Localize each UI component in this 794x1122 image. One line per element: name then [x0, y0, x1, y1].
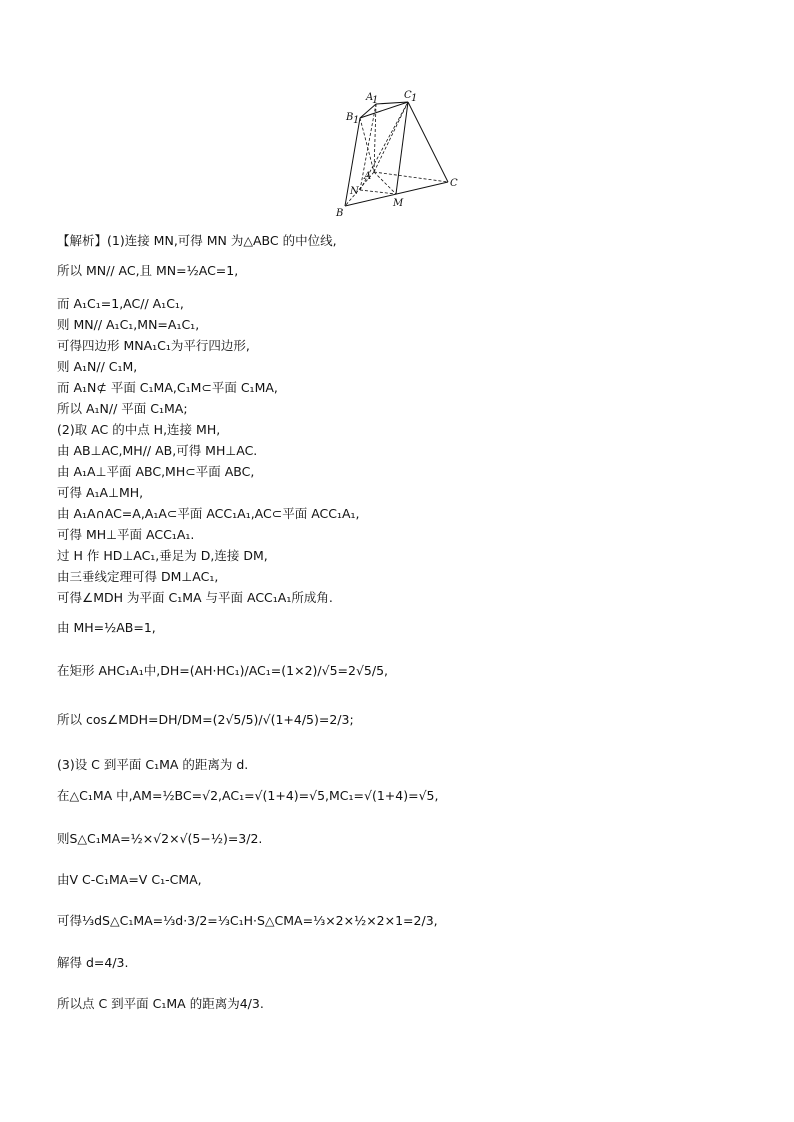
label-c1: C [404, 90, 412, 101]
solution-line-15: 过 H 作 HD⊥AC₁,垂足为 D,连接 DM, [57, 548, 268, 563]
label-b1-sub: 1 [353, 115, 360, 126]
label-n: N [350, 186, 359, 197]
solution-line-22: 在△C₁MA 中,AM=½BC=√2,AC₁=√(1+4)=√5,MC₁=√(1+4)=√5, [57, 788, 439, 803]
solution-line-24: 由V C-C₁MA=V C₁-CMA, [57, 872, 202, 887]
solution-line-17: 可得∠MDH 为平面 C₁MA 与平面 ACC₁A₁所成角. [57, 590, 333, 605]
solution-line-26: 解得 d=4/3. [57, 955, 129, 970]
label-c: C [450, 178, 458, 189]
solution-line-21: (3)设 C 到平面 C₁MA 的距离为 d. [57, 757, 249, 772]
solution-line-20: 所以 cos∠MDH=DH/DM=(2√5/5)/√(1+4/5)=2/3; [57, 712, 354, 727]
solution-line-12: 可得 A₁A⊥MH, [57, 485, 144, 500]
label-b: B [336, 208, 344, 219]
solution-line-13: 由 A₁A∩AC=A,A₁A⊂平面 ACC₁A₁,AC⊂平面 ACC₁A₁, [57, 506, 360, 521]
solution-line-2: 所以 MN// AC,且 MN=½AC=1, [57, 263, 239, 278]
solution-line-25: 可得⅓dS△C₁MA=⅓d·3/2=⅓C₁H·S△CMA=⅓×2×½×2×1=2/3, [57, 913, 438, 928]
solution-line-5: 可得四边形 MNA₁C₁为平行四边形, [57, 338, 250, 353]
geometry-figure [330, 86, 470, 222]
solution-line-11: 由 A₁A⊥平面 ABC,MH⊂平面 ABC, [57, 464, 255, 479]
solution-line-3: 而 A₁C₁=1,AC// A₁C₁, [57, 296, 184, 311]
label-a: A [364, 171, 372, 182]
label-a1-sub: 1 [372, 95, 379, 106]
solution-line-4: 则 MN// A₁C₁,MN=A₁C₁, [57, 317, 200, 332]
solution-line-6: 则 A₁N// C₁M, [57, 359, 138, 374]
solution-line-23: 则S△C₁MA=½×√2×√(5−½)=3/2. [57, 831, 263, 846]
solution-line-10: 由 AB⊥AC,MH// AB,可得 MH⊥AC. [57, 443, 258, 458]
prism-diagram [330, 86, 470, 222]
label-a1: A [366, 92, 374, 103]
solution-line-18: 由 MH=½AB=1, [57, 620, 156, 635]
label-m: M [393, 198, 404, 209]
solution-line-27: 所以点 C 到平面 C₁MA 的距离为4/3. [57, 996, 264, 1011]
solution-line-7: 而 A₁N⊄ 平面 C₁MA,C₁M⊂平面 C₁MA, [57, 380, 278, 395]
solution-line-1: 【解析】(1)连接 MN,可得 MN 为△ABC 的中位线, [57, 233, 337, 248]
solution-line-14: 可得 MH⊥平面 ACC₁A₁. [57, 527, 195, 542]
solution-line-9: (2)取 AC 的中点 H,连接 MH, [57, 422, 221, 437]
label-c1-sub: 1 [411, 93, 418, 104]
solution-line-16: 由三垂线定理可得 DM⊥AC₁, [57, 569, 219, 584]
solution-line-8: 所以 A₁N// 平面 C₁MA; [57, 401, 188, 416]
solution-line-19: 在矩形 AHC₁A₁中,DH=(AH·HC₁)/AC₁=(1×2)/√5=2√5/5, [57, 663, 389, 678]
label-b1: B [346, 112, 354, 123]
